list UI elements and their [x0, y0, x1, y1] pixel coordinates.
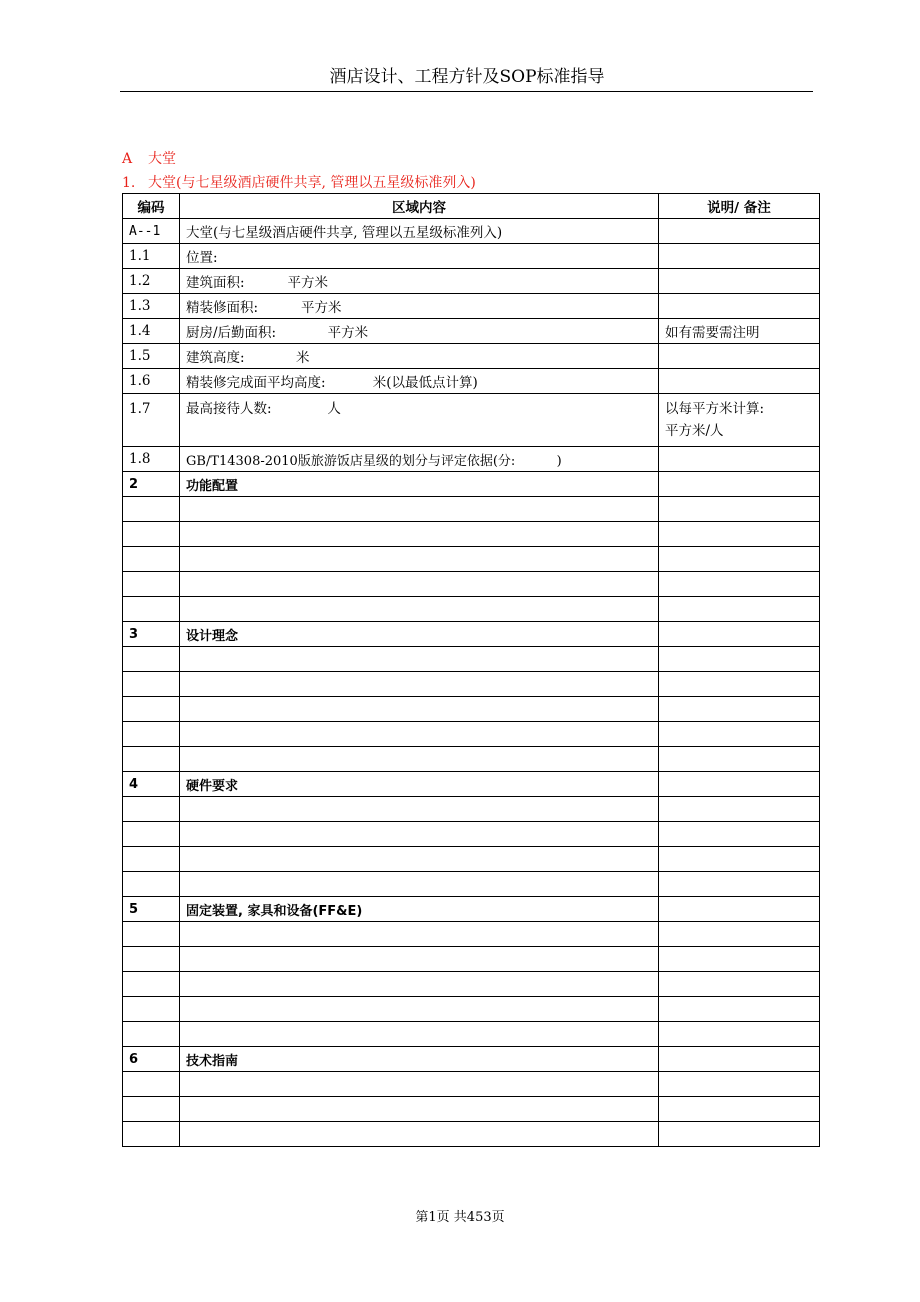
empty-row: [123, 672, 820, 697]
table-row: [123, 269, 820, 294]
row-code: A--1: [123, 219, 180, 244]
empty-row: [123, 847, 820, 872]
row-content: 最高接待人数: 人: [180, 394, 659, 447]
table-header-row: [123, 194, 820, 219]
section-number: 3: [123, 622, 180, 647]
empty-row: [123, 822, 820, 847]
empty-row: [123, 722, 820, 747]
table-row: [123, 394, 820, 447]
section-row: [123, 1047, 820, 1072]
section-title: 设计理念: [180, 622, 659, 647]
section-title: 功能配置: [180, 472, 659, 497]
row-content: 精装修面积: 平方米: [180, 294, 659, 319]
row-content: GB/T14308-2010版旅游饭店星级的划分与评定依据(分: ): [180, 447, 659, 472]
section-heading: [122, 148, 176, 168]
section-letter: A: [122, 151, 133, 167]
empty-row: [123, 1122, 820, 1147]
empty-row: [123, 1072, 820, 1097]
section-row: [123, 472, 820, 497]
row-note: [659, 394, 820, 447]
section-title: 硬件要求: [180, 772, 659, 797]
section-row: [123, 772, 820, 797]
header-divider: [120, 91, 813, 92]
section-row: [123, 622, 820, 647]
row-note: [659, 219, 820, 244]
row-code: 1.7: [123, 394, 180, 447]
row-content: 建筑高度: 米: [180, 344, 659, 369]
section-title: 大堂: [148, 151, 176, 167]
row-note: [659, 344, 820, 369]
empty-row: [123, 872, 820, 897]
row-code: 1.6: [123, 369, 180, 394]
section-number: 4: [123, 772, 180, 797]
empty-row: [123, 997, 820, 1022]
row-code: 1.4: [123, 319, 180, 344]
empty-row: [123, 1097, 820, 1122]
row-code: 1.8: [123, 447, 180, 472]
subsection-number: 1.: [122, 175, 136, 191]
subsection-heading: [122, 172, 476, 192]
empty-row: [123, 597, 820, 622]
row-content: 位置:: [180, 244, 659, 269]
empty-row: [123, 572, 820, 597]
section-row: [123, 897, 820, 922]
row-code: 1.1: [123, 244, 180, 269]
table-row: [123, 447, 820, 472]
empty-row: [123, 497, 820, 522]
empty-row: [123, 547, 820, 572]
row-code: 1.3: [123, 294, 180, 319]
row-note: [659, 447, 820, 472]
table-row: [123, 294, 820, 319]
row-note: 如有需要需注明: [659, 319, 820, 344]
lobby-spec-table: [122, 193, 820, 1147]
column-header-content: 区域内容: [180, 194, 659, 219]
row-note-line2: 平方米/人: [665, 423, 724, 439]
page-header-title: 酒店设计、工程方针及SOP标准指导: [329, 67, 605, 87]
row-note-line1: 以每平方米计算:: [665, 401, 765, 417]
page-footer: 第1页 共453页: [415, 1210, 505, 1225]
row-note: [659, 369, 820, 394]
empty-row: [123, 797, 820, 822]
empty-row: [123, 1022, 820, 1047]
section-number: 2: [123, 472, 180, 497]
table-row: [123, 319, 820, 344]
row-content: 大堂(与七星级酒店硬件共享, 管理以五星级标准列入): [180, 219, 659, 244]
row-code: 1.5: [123, 344, 180, 369]
subsection-title: 大堂(与七星级酒店硬件共享, 管理以五星级标准列入): [148, 175, 476, 191]
column-header-note: 说明/ 备注: [659, 194, 820, 219]
empty-row: [123, 947, 820, 972]
table-row: [123, 219, 820, 244]
section-title: 固定装置, 家具和设备(FF&E): [180, 897, 659, 922]
empty-row: [123, 747, 820, 772]
empty-row: [123, 697, 820, 722]
empty-row: [123, 972, 820, 997]
row-note: [659, 244, 820, 269]
row-note: [659, 269, 820, 294]
section-number: 5: [123, 897, 180, 922]
empty-row: [123, 522, 820, 547]
column-header-code: 编码: [123, 194, 180, 219]
row-content: 厨房/后勤面积: 平方米: [180, 319, 659, 344]
table-row: [123, 369, 820, 394]
table-row: [123, 244, 820, 269]
row-code: 1.2: [123, 269, 180, 294]
empty-row: [123, 647, 820, 672]
table-row: [123, 344, 820, 369]
row-content: 精装修完成面平均高度: 米(以最低点计算): [180, 369, 659, 394]
section-number: 6: [123, 1047, 180, 1072]
empty-row: [123, 922, 820, 947]
section-title: 技术指南: [180, 1047, 659, 1072]
row-note: [659, 294, 820, 319]
row-content: 建筑面积: 平方米: [180, 269, 659, 294]
